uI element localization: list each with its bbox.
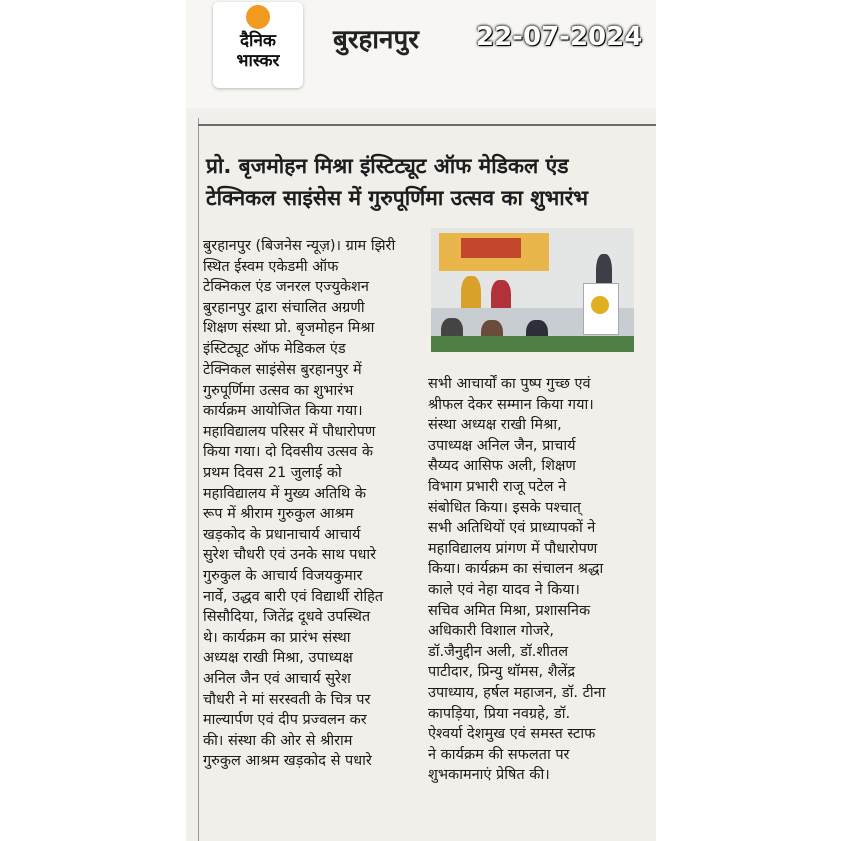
dainik-bhaskar-logo-icon [213, 2, 303, 88]
newspaper-clipping [186, 0, 656, 841]
article-text-line: थे। कार्यक्रम का प्रारंभ संस्था [203, 629, 351, 646]
article-text-line: सचिव अमित मिश्रा, प्रशासनिक [428, 602, 591, 619]
article-text-line: माल्यार्पण एवं दीप प्रज्वलन कर [203, 712, 367, 729]
headline-line2: टेक्निकल साइंसेस में गुरुपूर्णिमा उत्सव का शुभारंभ [206, 186, 589, 210]
article-text-line: नार्वे, उद्धव बारी एवं विद्यार्थी रोहित [203, 588, 384, 605]
article-text-line: प्रथम दिवस 21 जुलाई को [203, 464, 342, 481]
article-text-line: बुरहानपुर (बिजनेस न्यूज़)। ग्राम झिरी [203, 238, 396, 254]
article-text-line: विभाग प्रभारी राजू पटेल ने [428, 478, 567, 495]
article-headline [206, 150, 646, 214]
article-text-line: उपाध्यक्ष अनिल जैन, प्राचार्य [428, 437, 576, 454]
article-text-line: इंस्टिट्यूट ऑफ मेडिकल एंड [203, 340, 346, 357]
article-text-line: संस्था अध्यक्ष राखी मिश्रा, [428, 417, 562, 434]
article-text-line: उपाध्याय, हर्षल महाजन, डॉ. टीना [428, 684, 606, 701]
article-text-line: रूप में श्रीराम गुरुकुल आश्रम [203, 506, 354, 523]
article-text-line: गुरुकुल आश्रम खड़कोद से पधारे [203, 753, 372, 770]
article-text-line: सैय्यद आसिफ अली, शिक्षण [428, 458, 576, 475]
article-text-line: स्थित ईस्वम एकेडमी ऑफ [203, 258, 339, 275]
article-text-line: बुरहानपुर द्वारा संचालित अग्रणी [203, 299, 365, 316]
article-text-line: पाटीदार, प्रिन्यु थॉमस, शैलेंद्र [428, 664, 576, 681]
city-name: बुरहानपुर [333, 25, 419, 55]
article-text-line: चौधरी ने मां सरस्वती के चित्र पर [203, 691, 371, 708]
article-text-line: शिक्षण संस्था प्रो. बृजमोहन मिश्रा [203, 320, 375, 337]
article-left-column [203, 360, 431, 772]
article-text-line: महाविद्यालय में मुख्य अतिथि के [203, 485, 367, 502]
article-text-line: खड़कोद के प्रधानाचार्य आचार्य [203, 526, 361, 543]
podium-logo-icon [591, 296, 609, 314]
logo-line2: भास्कर [236, 51, 280, 71]
article-text-line: कापड़िया, प्रिया नवग्रहे, डॉ. [428, 705, 571, 722]
article-text-line: अध्यक्ष राखी मिश्रा, उपाध्यक्ष [203, 650, 353, 667]
article-right-column [428, 374, 650, 786]
publication-date: 22-07-2024 [476, 22, 643, 52]
article-text-line: गुरुपूर्णिमा उत्सव का शुभारंभ [203, 382, 354, 399]
article-text-line: श्रीफल देकर सम्मान किया गया। [428, 396, 594, 413]
article-text-line: सुरेश चौधरी एवं उनके साथ पधारे [203, 547, 377, 564]
article-text-line: गुरुकुल के आचार्य विजयकुमार [203, 567, 363, 584]
article-text-line: सभी अतिथियों एवं प्राध्यापकों ने [428, 520, 596, 537]
article-text-line: सभी आचार्यों का पुष्प गुच्छ एवं [428, 376, 591, 392]
article-text-line: अधिकारी विशाल गोजरे, [428, 623, 555, 640]
article-text-line: टेक्निकल साइंसेस बुरहानपुर में [203, 362, 362, 378]
article-text-line: डॉ.जैनुद्दीन अली, डॉ.शीतल [428, 643, 569, 660]
article-text-line: ऐश्वर्या देशमुख एवं समस्त स्टाफ [428, 726, 596, 743]
headline-line1: प्रो. बृजमोहन मिश्रा इंस्टिट्यूट ऑफ मेडिकल एंड [206, 154, 569, 178]
article-text-line: कार्यक्रम आयोजित किया गया। [203, 403, 363, 420]
article-text-line: महाविद्यालय परिसर में पौधारोपण [203, 423, 376, 440]
article-intro-column [203, 236, 431, 360]
article-text-line: शुभकामनाएं प्रेषित की। [428, 767, 550, 784]
masthead [186, 0, 656, 108]
article-text-line: अनिल जैन एवं आचार्य सुरेश [203, 670, 351, 687]
photo-floor [431, 336, 634, 352]
event-photo [431, 228, 634, 352]
article-text-line: किया। कार्यक्रम का संचालन श्रद्धा [428, 561, 604, 578]
article-text-line: महाविद्यालय प्रांगण में पौधारोपण [428, 540, 598, 557]
article-text-line: की। संस्था की ओर से श्रीराम [203, 732, 353, 749]
photo-banner-inner [461, 238, 521, 258]
article-text-line: टेक्निकल एंड जनरल एज्युकेशन [203, 279, 369, 296]
article-text-line: किया गया। दो दिवसीय उत्सव के [203, 444, 373, 461]
article-text-line: सिसौदिया, जितेंद्र दूधवे उपस्थित [203, 609, 371, 626]
divider [198, 124, 656, 126]
article-text-line: काले एवं नेहा यादव ने किया। [428, 581, 580, 598]
logo-line1: दैनिक [240, 31, 276, 51]
article-text-line: ने कार्यक्रम की सफलता पर [428, 746, 570, 763]
article-text-line: संबोधित किया। इसके पश्चात् [428, 499, 581, 516]
sun-icon [246, 5, 270, 29]
